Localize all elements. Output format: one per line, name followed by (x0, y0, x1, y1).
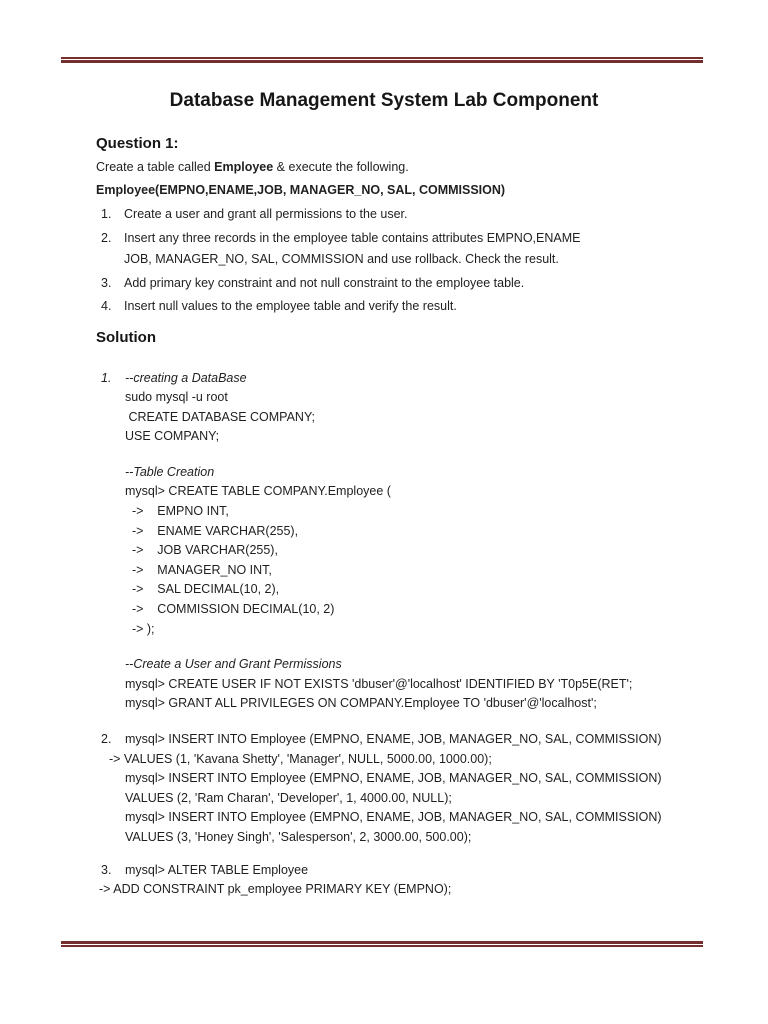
question-intro (96, 157, 674, 178)
solution-step-3 (96, 861, 674, 900)
item-text (124, 228, 674, 271)
item-number: 4. (101, 299, 112, 313)
code-line: -> MANAGER_NO INT, (125, 562, 272, 577)
item-text: Add primary key constraint and not null constraint to the employee table. (124, 275, 525, 290)
code-line: -> ); (125, 621, 155, 636)
item-number: 2. (101, 230, 112, 245)
code-line: -> ENAME VARCHAR(255), (125, 523, 299, 538)
code-line: -> JOB VARCHAR(255), (125, 543, 278, 558)
code-line: VALUES (3, 'Honey Singh', 'Salesperson', 2, 3000.00, 500.00); (125, 829, 472, 844)
code-line: mysql> CREATE TABLE COMPANY.Employee ( (125, 484, 391, 499)
intro-bold-employee: Employee (214, 160, 274, 174)
bottom-rule-thin-line (61, 945, 703, 947)
step-number: 3. (101, 862, 112, 877)
spacer (125, 447, 674, 463)
question-list (96, 204, 674, 318)
code-line: VALUES (2, 'Ram Charan', 'Developer', 1, 4000.00, NULL); (125, 790, 452, 805)
item-text: Insert null values to the employee table and verify the result. (124, 299, 457, 313)
code-line: mysql> INSERT INTO Employee (EMPNO, ENAME, JOB, MANAGER_NO, SAL, COMMISSION) (125, 732, 662, 746)
question-item-1 (96, 204, 674, 226)
step-2-body (109, 730, 674, 848)
item-text: Create a user and grant all permissions to the user. (124, 207, 408, 221)
code-line: mysql> CREATE USER IF NOT EXISTS 'dbuser'@'localhost' IDENTIFIED BY 'T0p5E(RET'; (125, 676, 633, 691)
schema-line: Employee(EMPNO,ENAME,JOB, MANAGER_NO, SAL, COMMISSION) (96, 183, 506, 197)
question-item-4 (96, 296, 674, 318)
code-line: CREATE DATABASE COMPANY; (125, 409, 315, 424)
code-line: -> ADD CONSTRAINT pk_employee PRIMARY KEY (EMPNO); (99, 882, 452, 897)
sql-comment-table-creation: --Table Creation (125, 464, 215, 479)
intro-suffix: & execute the following. (273, 160, 409, 174)
code-line: -> COMMISSION DECIMAL(10, 2) (125, 602, 335, 617)
item-number: 3. (101, 275, 112, 290)
code-line: mysql> INSERT INTO Employee (EMPNO, ENAME, JOB, MANAGER_NO, SAL, COMMISSION) (125, 810, 662, 825)
code-line: USE COMPANY; (125, 429, 220, 444)
solution-step-2 (96, 730, 674, 848)
question-item-2 (96, 228, 674, 271)
solution-heading: Solution (96, 328, 156, 346)
item-number: 1. (101, 207, 112, 221)
code-line: mysql> GRANT ALL PRIVILEGES ON COMPANY.Employee TO 'dbuser'@'localhost'; (125, 696, 597, 711)
code-line: -> EMPNO INT, (125, 504, 229, 519)
code-line: sudo mysql -u root (125, 390, 228, 405)
question-heading: Question 1: (96, 135, 179, 152)
code-line: -> VALUES (1, 'Kavana Shetty', 'Manager', NULL, 5000.00, 1000.00); (109, 751, 492, 766)
top-rule-thick-line (61, 60, 703, 63)
sql-comment-creating-database: --creating a DataBase (125, 370, 247, 385)
step-number: 2. (101, 732, 112, 746)
step-number: 1. (101, 370, 112, 385)
step-1-body (125, 369, 674, 715)
question-item-3 (96, 273, 674, 295)
code-line: mysql> INSERT INTO Employee (EMPNO, ENAME, JOB, MANAGER_NO, SAL, COMMISSION) (125, 771, 662, 786)
top-border-rule (61, 57, 703, 63)
document-body (96, 134, 674, 900)
spacer (125, 639, 674, 655)
solution-step-1 (96, 369, 674, 715)
item-text-line-2: JOB, MANAGER_NO, SAL, COMMISSION and use rollback. Check the result. (124, 252, 559, 266)
code-line: mysql> ALTER TABLE Employee (125, 862, 309, 877)
step-3-body (99, 861, 674, 900)
bottom-border-rule (61, 941, 703, 947)
item-text-line-1: Insert any three records in the employee table contains attributes EMPNO,ENAME (124, 230, 581, 245)
sql-comment-create-user: --Create a User and Grant Permissions (125, 657, 342, 672)
document-title: Database Management System Lab Component (169, 90, 599, 111)
intro-prefix: Create a table called (96, 160, 215, 174)
code-line: -> SAL DECIMAL(10, 2), (125, 582, 280, 597)
